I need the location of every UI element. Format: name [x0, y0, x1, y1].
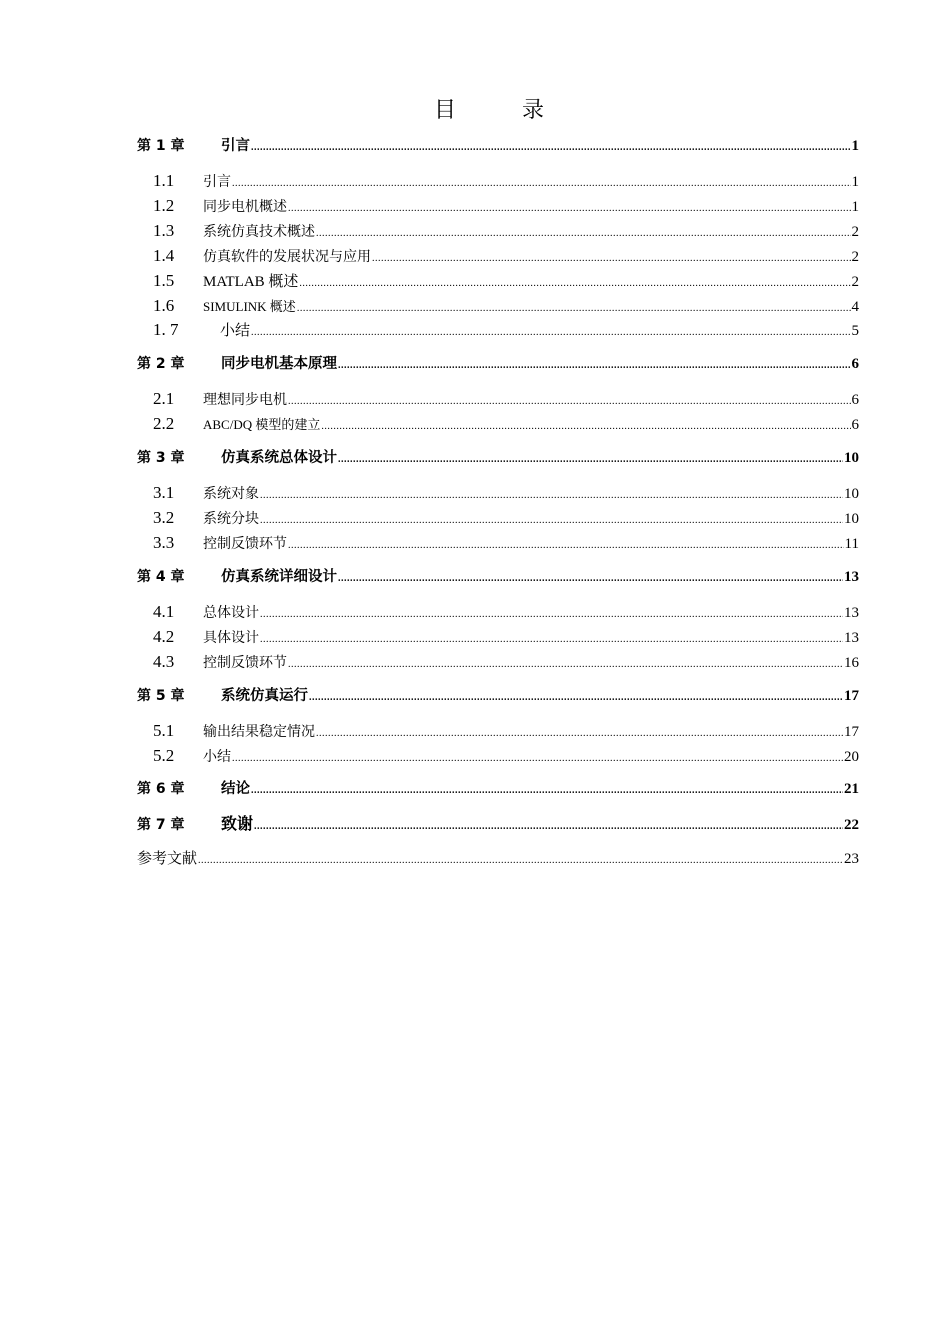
toc-section-title: MATLAB 概述	[203, 274, 299, 290]
toc-page-number: 4	[851, 299, 859, 315]
toc-section-number: 1.4	[153, 246, 175, 265]
toc-section-title: 总体设计	[203, 605, 259, 621]
toc-section-title: 仿真软件的发展状况与应用	[203, 249, 371, 265]
toc-references-title: 参考文献	[137, 849, 198, 867]
toc-page-number: 10	[844, 511, 859, 527]
toc-page-number: 11	[844, 536, 859, 552]
toc-leader-dots	[260, 628, 843, 652]
toc-leader-dots	[260, 603, 843, 627]
toc-leader-dots	[288, 653, 843, 677]
toc-page-number: 16	[844, 655, 859, 671]
toc-section-title: 引言	[203, 174, 231, 190]
toc-section-3-3[interactable]	[153, 531, 859, 555]
toc-leader-dots	[288, 534, 844, 558]
toc-section-title: 输出结果稳定情况	[203, 724, 315, 740]
toc-chapter-1[interactable]	[137, 134, 859, 158]
toc-section-title: 系统仿真技术概述	[203, 224, 315, 240]
toc-section-number: 5.2	[153, 746, 175, 765]
toc-section-4-2[interactable]	[153, 625, 859, 649]
toc-chapter-number: 第 1 章	[137, 138, 185, 154]
toc-page-number: 21	[844, 781, 859, 797]
toc-leader-dots	[232, 172, 851, 196]
toc-page-number: 2	[851, 274, 859, 290]
toc-leader-dots	[321, 415, 850, 439]
toc-page-number: 23	[844, 851, 859, 867]
toc-page-number: 5	[851, 323, 859, 339]
toc-chapter-title: 系统仿真运行	[221, 688, 308, 704]
toc-section-number: 2.1	[153, 389, 175, 408]
toc-section-number: 4.2	[153, 627, 175, 646]
toc-section-1-4[interactable]	[153, 244, 859, 268]
toc-section-number: 1.3	[153, 221, 175, 240]
toc-section-title: 小结	[203, 749, 231, 765]
toc-section-4-1[interactable]	[153, 600, 859, 624]
toc-page-number: 6	[851, 417, 859, 433]
toc-section-1-3[interactable]	[153, 219, 859, 243]
toc-leader-dots	[309, 686, 843, 710]
toc-leader-dots	[372, 247, 851, 271]
toc-page-number: 2	[851, 249, 859, 265]
toc-page-number: 2	[851, 224, 859, 240]
toc-leader-dots	[288, 390, 851, 414]
toc-chapter-number: 第 4 章	[137, 569, 185, 585]
toc-section-title: 控制反馈环节	[203, 536, 287, 552]
toc-section-number: 1.5	[153, 271, 175, 290]
toc-chapter-title: 仿真系统总体设计	[221, 450, 337, 466]
toc-section-1-5[interactable]	[153, 269, 859, 293]
toc-section-number: 1.6	[153, 296, 175, 315]
toc-page-number: 13	[844, 605, 859, 621]
toc-section-number: 4.1	[153, 602, 175, 621]
toc-page-number: 13	[844, 569, 859, 585]
toc-section-title: ABC/DQ 模型的建立	[203, 417, 321, 432]
toc-section-number: 5.1	[153, 721, 175, 740]
toc-leader-dots	[338, 354, 851, 378]
toc-chapter-number: 第 3 章	[137, 450, 185, 466]
toc-leader-dots	[288, 197, 851, 221]
toc-section-number: 2.2	[153, 414, 175, 433]
toc-leader-dots	[251, 321, 850, 345]
toc-section-1-1[interactable]	[153, 169, 859, 193]
toc-section-1-2[interactable]	[153, 194, 859, 218]
toc-leader-dots	[260, 509, 843, 533]
toc-section-title: 系统对象	[203, 486, 259, 502]
toc-page-number: 10	[844, 486, 859, 502]
toc-chapter-6[interactable]	[137, 777, 859, 801]
toc-section-title: 系统分块	[203, 511, 259, 527]
toc-section-title: SIMULINK 概述	[203, 299, 296, 314]
toc-page-number: 13	[844, 630, 859, 646]
toc-section-5-2[interactable]	[153, 744, 859, 768]
toc-leader-dots	[338, 567, 843, 591]
toc-page-number: 6	[851, 392, 859, 408]
toc-chapter-3[interactable]	[137, 446, 859, 470]
toc-leader-dots	[232, 747, 843, 771]
toc-leader-dots	[251, 136, 851, 160]
toc-chapter-2[interactable]	[137, 352, 859, 376]
toc-section-2-2[interactable]	[153, 412, 859, 436]
toc-section-title: 理想同步电机	[203, 392, 287, 408]
toc-page-number: 1	[851, 174, 859, 190]
toc-section-number: 1.1	[153, 171, 175, 190]
toc-chapter-title: 同步电机基本原理	[221, 356, 337, 372]
toc-chapter-7[interactable]	[137, 812, 859, 836]
toc-references[interactable]	[137, 846, 859, 870]
toc-chapter-number: 第 2 章	[137, 356, 185, 372]
toc-chapter-4[interactable]	[137, 565, 859, 589]
toc-page-number: 1	[851, 199, 859, 215]
toc-leader-dots	[338, 448, 843, 472]
toc-leader-dots	[254, 815, 843, 839]
toc-page-number: 10	[844, 450, 859, 466]
toc-chapter-number: 第 5 章	[137, 688, 185, 704]
toc-section-title: 同步电机概述	[203, 199, 287, 215]
toc-section-number: 3.1	[153, 483, 175, 502]
toc-section-title: 控制反馈环节	[203, 655, 287, 671]
toc-section-1-6[interactable]	[153, 294, 859, 318]
toc-chapter-number: 第 6 章	[137, 781, 185, 797]
toc-section-3-2[interactable]	[153, 506, 859, 530]
toc-leader-dots	[316, 222, 851, 246]
toc-chapter-title: 仿真系统详细设计	[221, 569, 337, 585]
toc-page-number: 17	[844, 724, 859, 740]
toc-chapter-title: 引言	[221, 138, 250, 154]
toc-section-4-3[interactable]	[153, 650, 859, 674]
toc-section-number: 3.2	[153, 508, 175, 527]
toc-section-5-1[interactable]	[153, 719, 859, 743]
toc-page-number: 1	[851, 138, 859, 154]
toc-chapter-title: 结论	[221, 781, 250, 797]
toc-chapter-title: 致谢	[221, 814, 254, 833]
toc-section-1-7[interactable]	[153, 318, 859, 342]
toc-leader-dots	[260, 484, 843, 508]
toc-section-number: 4.3	[153, 652, 175, 671]
toc-section-3-1[interactable]	[153, 481, 859, 505]
toc-section-2-1[interactable]	[153, 387, 859, 411]
toc-page-number: 17	[844, 688, 859, 704]
toc-section-title: 小结	[220, 321, 251, 339]
toc-section-number: 1.2	[153, 196, 175, 215]
toc-leader-dots	[299, 272, 850, 296]
toc-chapter-5[interactable]	[137, 684, 859, 708]
toc-section-number: 3.3	[153, 533, 175, 552]
toc-page-number: 20	[844, 749, 859, 765]
toc-leader-dots	[316, 722, 843, 746]
toc-page-number: 6	[851, 356, 859, 372]
toc-leader-dots	[198, 849, 843, 873]
toc-chapter-number: 第 7 章	[137, 817, 185, 833]
toc-page-number: 22	[844, 817, 859, 833]
page-title: 目 录	[433, 98, 566, 123]
toc-leader-dots	[251, 779, 843, 803]
toc-section-title: 具体设计	[203, 630, 259, 646]
toc-section-number: 1. 7	[153, 320, 179, 339]
